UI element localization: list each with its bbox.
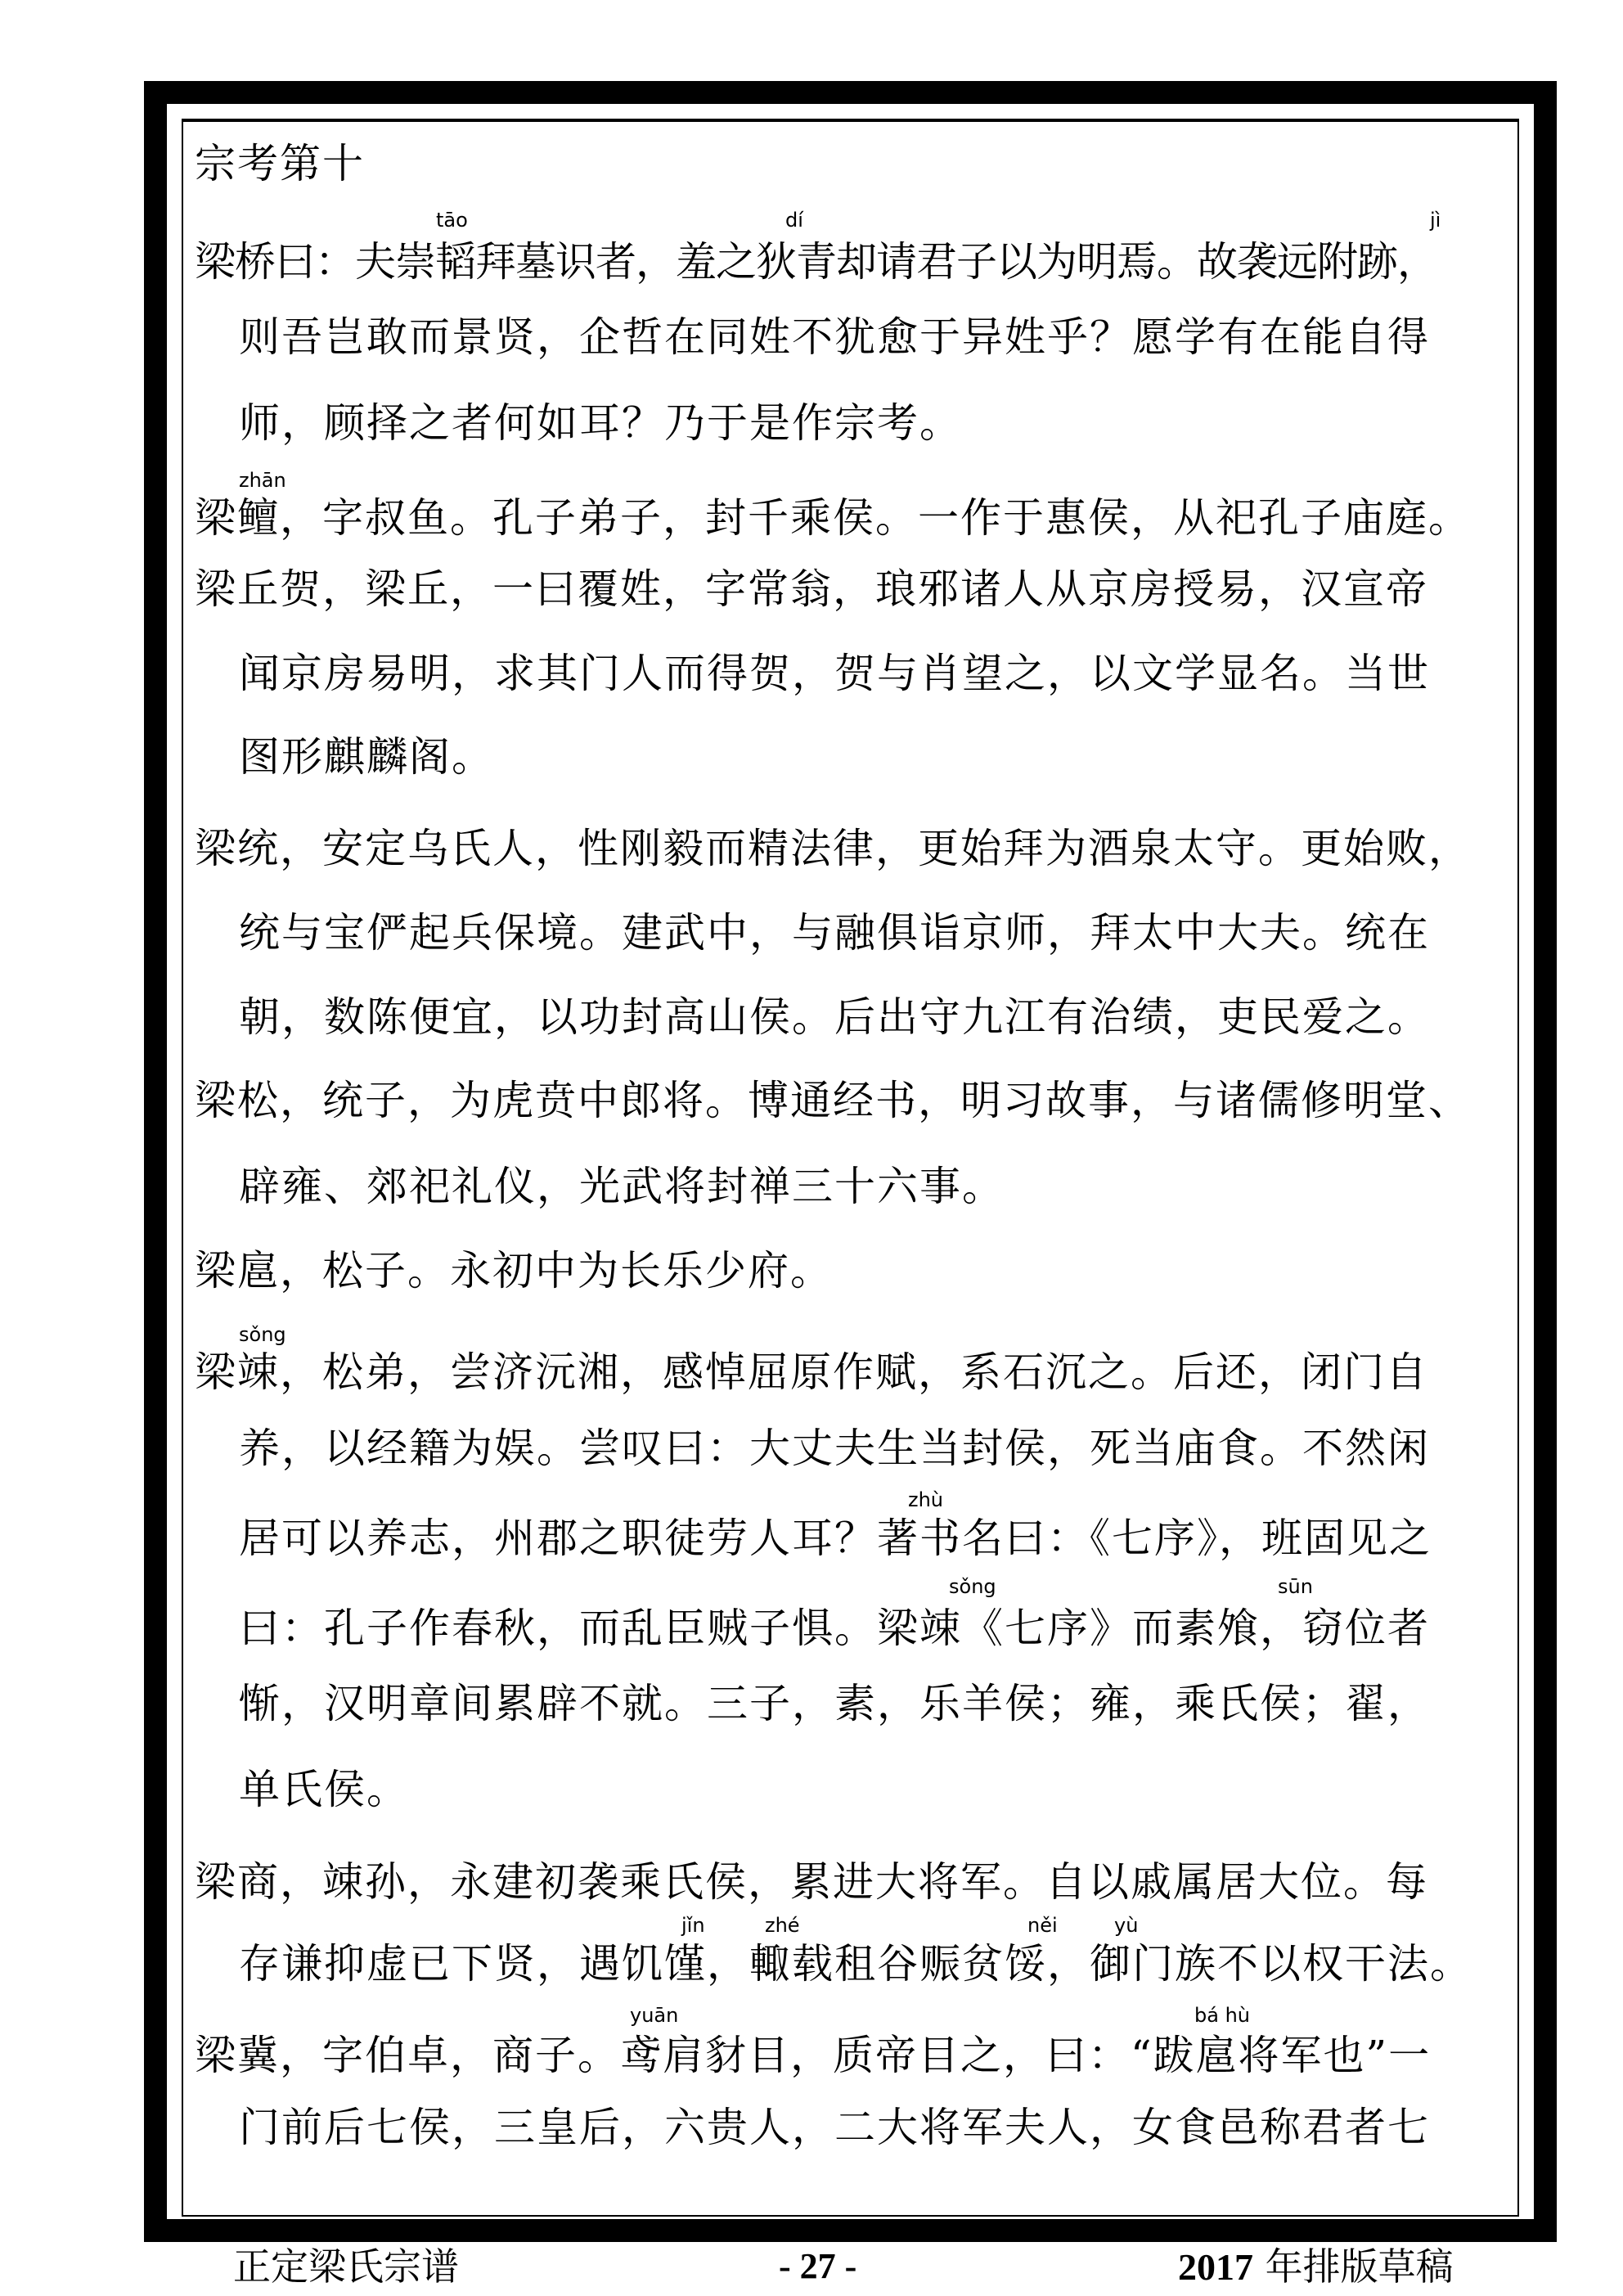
pinyin-annotation: sūn xyxy=(1278,1575,1313,1598)
text-line: 门前后七侯，三皇后，六贵人，二大将军夫人，女食邑称君者七 xyxy=(239,2104,1430,2151)
pinyin-annotation: jì xyxy=(1430,209,1441,232)
text-line: 梁冀，字伯卓，商子。鸢肩豺目，质帝目之，曰：“跋扈将军也”一 xyxy=(195,2032,1432,2079)
text-line: 梁竦，松弟，尝济沅湘，感悼屈原作赋，系石沉之。后还，闭门自 xyxy=(195,1348,1428,1396)
footer-draft-label: 年排版草稿 xyxy=(1253,2244,1454,2289)
text-line: 梁商，竦孙，永建初袭乘氏侯，累进大将军。自以戚属居大位。每 xyxy=(195,1858,1428,1906)
pinyin-annotation: sǒng xyxy=(239,1323,286,1346)
footer-book-title: 正定梁氏宗谱 xyxy=(233,2244,459,2289)
footer-draft-note xyxy=(1178,2242,1454,2291)
pinyin-annotation: tāo xyxy=(436,209,468,232)
text-line: 梁扈，松子。永初中为长乐少府。 xyxy=(195,1247,833,1294)
text-line: 梁桥曰：夫崇韬拜墓识者，羞之狄青却请君子以为明焉。故袭远附跡， xyxy=(195,238,1437,286)
pinyin-annotation: dí xyxy=(785,209,803,232)
text-line: 存谦抑虚已下贤，遇饥馑，輙载租谷赈贫馁，御门族不以权干法。 xyxy=(239,1940,1472,1988)
pinyin-annotation: sǒng xyxy=(949,1575,996,1598)
text-line: 曰：孔子作春秋，而乱臣贼子惧。梁竦《七序》而素飧，窃位者 xyxy=(239,1605,1430,1652)
text-line: 养，以经籍为娱。尝叹曰：大丈夫生当封侯，死当庙食。不然闲 xyxy=(239,1425,1430,1472)
pinyin-annotation: jǐn xyxy=(681,1914,705,1937)
text-line: 朝，数陈便宜，以功封高山侯。后出守九江有治绩，吏民爱之。 xyxy=(239,993,1430,1041)
text-line: 梁统，安定乌氏人，性刚毅而精法律，更始拜为酒泉太守。更始败， xyxy=(195,825,1471,872)
text-line: 单氏侯。 xyxy=(239,1766,409,1813)
pinyin-annotation: něi xyxy=(1027,1914,1058,1937)
text-line: 师，顾择之者何如耳？乃于是作宗考。 xyxy=(239,399,962,447)
text-line: 梁鳣，字叔鱼。孔子弟子，封千乘侯。一作于惠侯，从祀孔子庙庭。 xyxy=(195,494,1471,542)
pinyin-annotation: yù xyxy=(1114,1914,1139,1937)
text-line: 居可以养志，州郡之职徒劳人耳？著书名曰：《七序》，班固见之 xyxy=(239,1515,1432,1562)
text-line: 图形麒麟阁。 xyxy=(239,733,494,781)
pinyin-annotation: zhān xyxy=(239,469,286,492)
text-line: 辟雍、郊祀礼仪，光武将封禅三十六事。 xyxy=(239,1163,1005,1210)
text-line: 统与宝俨起兵保境。建武中，与融俱诣京师，拜太中大夫。统在 xyxy=(239,909,1430,957)
footer-year: 2017 xyxy=(1178,2246,1253,2288)
section-title: 宗考第十 xyxy=(195,140,365,187)
pinyin-annotation: zhé xyxy=(765,1914,800,1937)
text-line: 梁松，统子，为虎贲中郎将。博通经书，明习故事，与诸儒修明堂、 xyxy=(195,1077,1471,1124)
text-line: 梁丘贺，梁丘，一曰覆姓，字常翁，琅邪诸人从京房授易，汉宣帝 xyxy=(195,565,1428,613)
pinyin-annotation: bá hù xyxy=(1194,2004,1250,2027)
text-line: 惭，汉明章间累辟不就。三子，素，乐羊侯；雍，乘氏侯；翟， xyxy=(239,1680,1430,1727)
text-line: 则吾岂敢而景贤，企哲在同姓不犹愈于异姓乎？愿学有在能自得 xyxy=(239,313,1430,361)
footer-page-number: - 27 - xyxy=(779,2246,857,2286)
pinyin-annotation: yuān xyxy=(630,2004,679,2027)
pinyin-annotation: zhù xyxy=(908,1488,944,1511)
text-line: 闻京房易明，求其门人而得贺，贺与肖望之，以文学显名。当世 xyxy=(239,650,1430,697)
